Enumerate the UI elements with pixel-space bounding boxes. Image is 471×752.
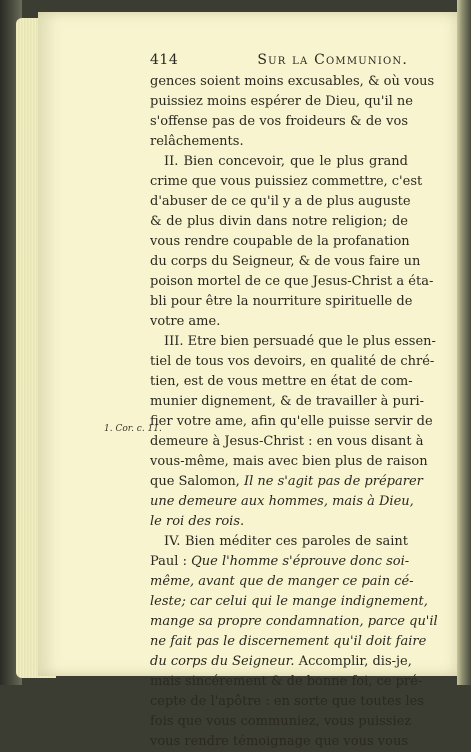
text-line: fier votre ame, afin qu'elle puisse servir de [150, 414, 433, 429]
text-line-italic: leste; car celui qui le mange indignement, [150, 594, 428, 609]
text-line-mixed [150, 552, 408, 572]
text-line-italic: mange sa propre condamnation, parce qu'il [150, 614, 438, 629]
paragraph-start-ii: II. Bien concevoir, que le plus grand [164, 154, 408, 169]
text-line-italic: même, avant que de manger ce pain cé- [150, 574, 414, 589]
text-line: vous-même, mais avec bien plus de raison [150, 454, 428, 469]
italic-segment: Il ne s'agit pas de préparer [243, 474, 423, 489]
roman-segment: Accomplir, dis-je, [294, 654, 412, 669]
text-line-mixed [150, 472, 423, 492]
text-line: poison mortel de ce que Jesus-Christ a éta- [150, 274, 434, 289]
page-text [150, 50, 438, 752]
text-line-italic: le roi des rois. [150, 514, 245, 529]
text-line: fois que vous communiez, vous puissiez [150, 714, 412, 729]
text-line: tien, est de vous mettre en état de com- [150, 374, 413, 389]
paragraph-start-iii: III. Etre bien persuadé que le plus essen- [164, 334, 436, 349]
text-line: du corps du Seigneur, & de vous faire un [150, 254, 421, 269]
roman-segment: Paul : [150, 554, 192, 569]
text-line: vous rendre coupable de la profanation [150, 234, 410, 249]
page-number: 414 [150, 52, 179, 68]
text-line: crime que vous puissiez commettre, c'est [150, 174, 423, 189]
marginal-reference: 1. Cor. c. 11. [104, 424, 162, 434]
text-line: relâchements. [150, 134, 244, 149]
text-line: & de plus divin dans notre religion; de [150, 214, 408, 229]
text-line: votre ame. [150, 314, 221, 329]
text-line: mais sincérement & de bonne foi, ce pré- [150, 674, 423, 689]
text-line: bli pour être la nourriture spirituelle de [150, 294, 413, 309]
text-line: d'abuser de ce qu'il y a de plus auguste [150, 194, 411, 209]
text-line: s'offense pas de vos froideurs & de vos [150, 114, 408, 129]
paragraph-start-iv: IV. Bien méditer ces paroles de saint [164, 534, 408, 549]
text-line: munier dignement, & de travailler à puri- [150, 394, 425, 409]
text-line-italic: une demeure aux hommes, mais à Dieu, [150, 494, 414, 509]
italic-segment: du corps du Seigneur. [150, 654, 295, 669]
roman-segment: que Salomon, [150, 474, 244, 489]
text-line-mixed [150, 652, 412, 672]
running-header [150, 50, 408, 70]
text-line: cepte de l'apôtre : en sorte que toutes les [150, 694, 425, 709]
text-line: puissiez moins espérer de Dieu, qu'il ne [150, 94, 413, 109]
text-line: tiel de tous vos devoirs, en qualité de chré- [150, 354, 435, 369]
text-line: gences soient moins excusables, & où vous [150, 74, 435, 89]
text-line: vous rendre témoignage que vous vous [150, 734, 408, 749]
italic-segment: Que l'homme s'éprouve donc soi- [191, 554, 410, 569]
text-line-italic: ne fait pas le discernement qu'il doit faire [150, 634, 427, 649]
book-fore-edge [457, 0, 471, 685]
running-title: Sur la Communion. [257, 52, 408, 68]
text-line: demeure à Jesus-Christ : en vous disant à [150, 434, 424, 449]
